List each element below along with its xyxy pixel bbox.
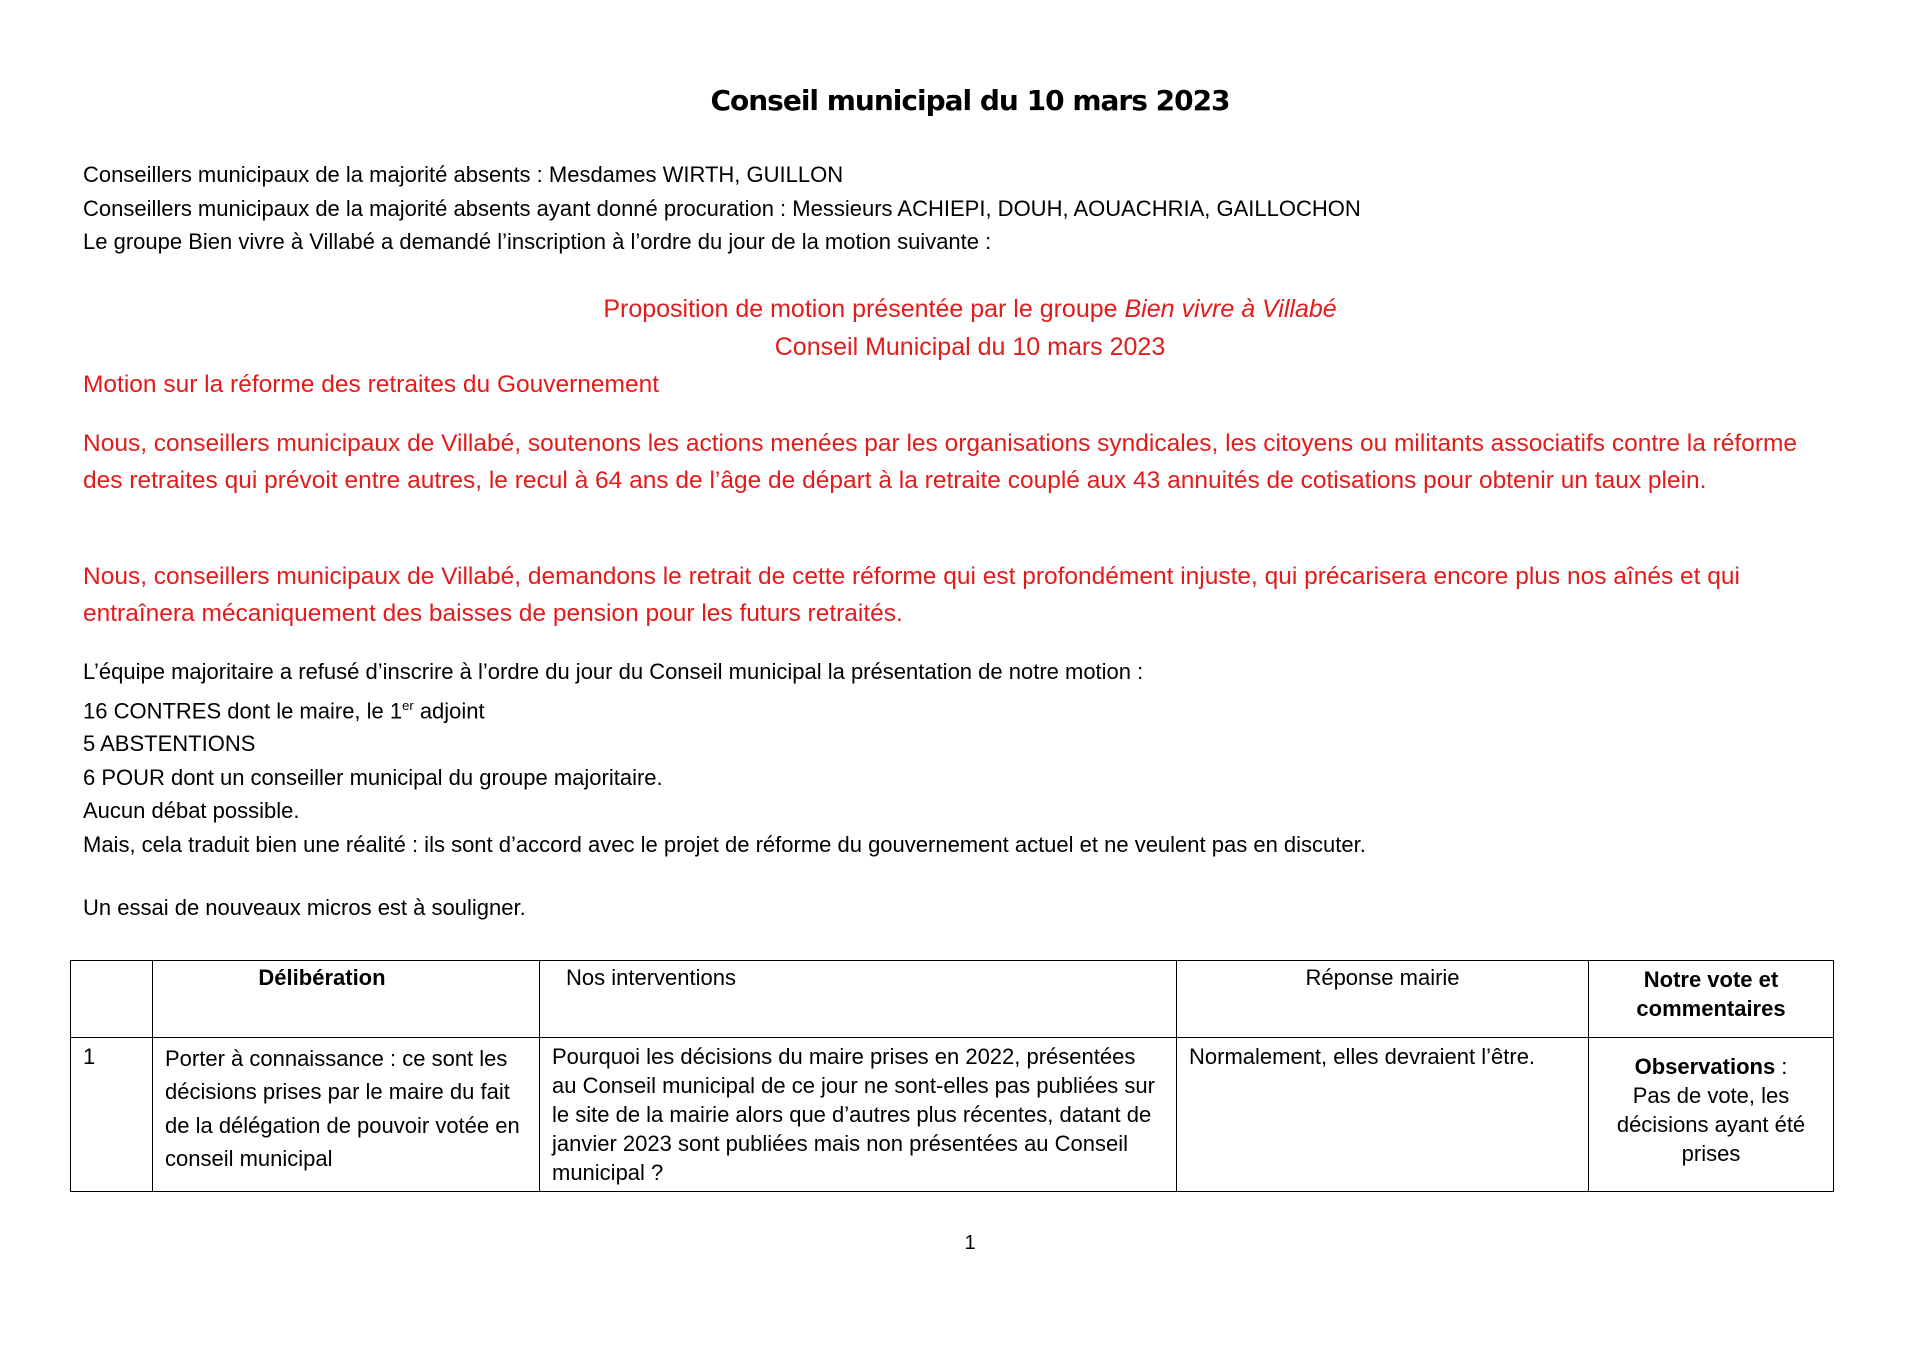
observations-label: Observations: [1634, 1054, 1776, 1079]
vote-result-block: [83, 655, 1366, 861]
motion-heading: [0, 291, 1920, 366]
pour-line: 6 POUR dont un conseiller municipal du groupe majoritaire.: [83, 764, 663, 790]
motion-group-name: Bien vivre à Villabé: [1124, 295, 1337, 323]
header-deliberation: Délibération: [153, 961, 540, 1038]
table-header-row: [71, 961, 1834, 1038]
header-reponse: Réponse mairie: [1177, 961, 1589, 1038]
observations-sep: :: [1775, 1054, 1788, 1079]
header-num: [71, 961, 153, 1038]
motion-paragraph-2: Nous, conseillers municipaux de Villabé, demandons le retrait de cette réforme qui est profondément injuste, qui précarisera encore plus nos aînés et qui entraînera mécaniquement des baisses de pension pour les futurs retraités.: [83, 563, 1740, 627]
motion-subject: Motion sur la réforme des retraites du Gouvernement: [83, 371, 660, 398]
absent-line: Conseillers municipaux de la majorité absents : Mesdames WIRTH, GUILLON: [83, 162, 844, 187]
row-number: 1: [71, 1038, 153, 1192]
proxy-line: Conseillers municipaux de la majorité absents ayant donné procuration : Messieurs ACHIEPI, DOUH, AOUACHRIA, GAILLOCHON: [83, 195, 1361, 221]
row-deliberation: Porter à connaissance : ce sont les décisions prises par le maire du fait de la délégation de pouvoir votée en conseil municipal: [153, 1038, 540, 1192]
observations-text: Pas de vote, les décisions ayant été prises: [1616, 1083, 1806, 1166]
attendance-block: [83, 158, 1361, 259]
page-title: Conseil municipal du 10 mars 2023: [710, 84, 1230, 117]
ordinal-sup: er: [402, 697, 414, 713]
header-vote: Notre vote et commentaires: [1589, 961, 1834, 1038]
micros-line: Un essai de nouveaux micros est à souligner.: [83, 895, 526, 920]
row-interventions: Pourquoi les décisions du maire prises en 2022, présentées au Conseil municipal de ce jour ne sont-elles pas publiées sur le site de la mairie alors que d’autres plus récentes, datant de janvier 2023 sont publiées mais non présentées au Conseil municipal ?: [540, 1038, 1177, 1192]
contre-text-end: adjoint: [413, 697, 485, 723]
header-interventions: Nos interventions: [540, 961, 1177, 1038]
abstention-line: 5 ABSTENTIONS: [83, 731, 256, 757]
debate-line: Aucun débat possible.: [83, 798, 300, 824]
conclusion-line: Mais, cela traduit bien une réalité : ils sont d’accord avec le projet de réforme du gouvernement actuel et ne veulent pas en discuter.: [83, 831, 1366, 857]
motion-paragraph-1: Nous, conseillers municipaux de Villabé, soutenons les actions menées par les organisations syndicales, les citoyens ou militants associatifs contre la réforme des retraites qui prévoit entre autres, le recul à 64 ans de l’âge de départ à la retraite couplé aux 43 annuités de cotisations pour obtenir un taux plein.: [83, 430, 1798, 494]
contre-line: [83, 689, 1366, 728]
row-vote: [1589, 1038, 1834, 1192]
motion-heading-date: Conseil Municipal du 10 mars 2023: [774, 332, 1166, 361]
motion-heading-prefix: Proposition de motion présentée par le groupe: [603, 295, 1125, 323]
motion-request-line: Le groupe Bien vivre à Villabé a demandé l’inscription à l’ordre du jour de la motion suivante :: [83, 229, 992, 254]
deliberations-table: [70, 960, 1834, 1192]
row-reponse: Normalement, elles devraient l’être.: [1177, 1038, 1589, 1192]
refusal-line: L’équipe majoritaire a refusé d’inscrire à l’ordre du jour du Conseil municipal la présentation de notre motion :: [83, 659, 1144, 684]
table-row: [71, 1038, 1834, 1192]
page-number: 1: [964, 1232, 976, 1254]
contre-text: 16 CONTRES dont le maire, le 1: [83, 697, 403, 723]
